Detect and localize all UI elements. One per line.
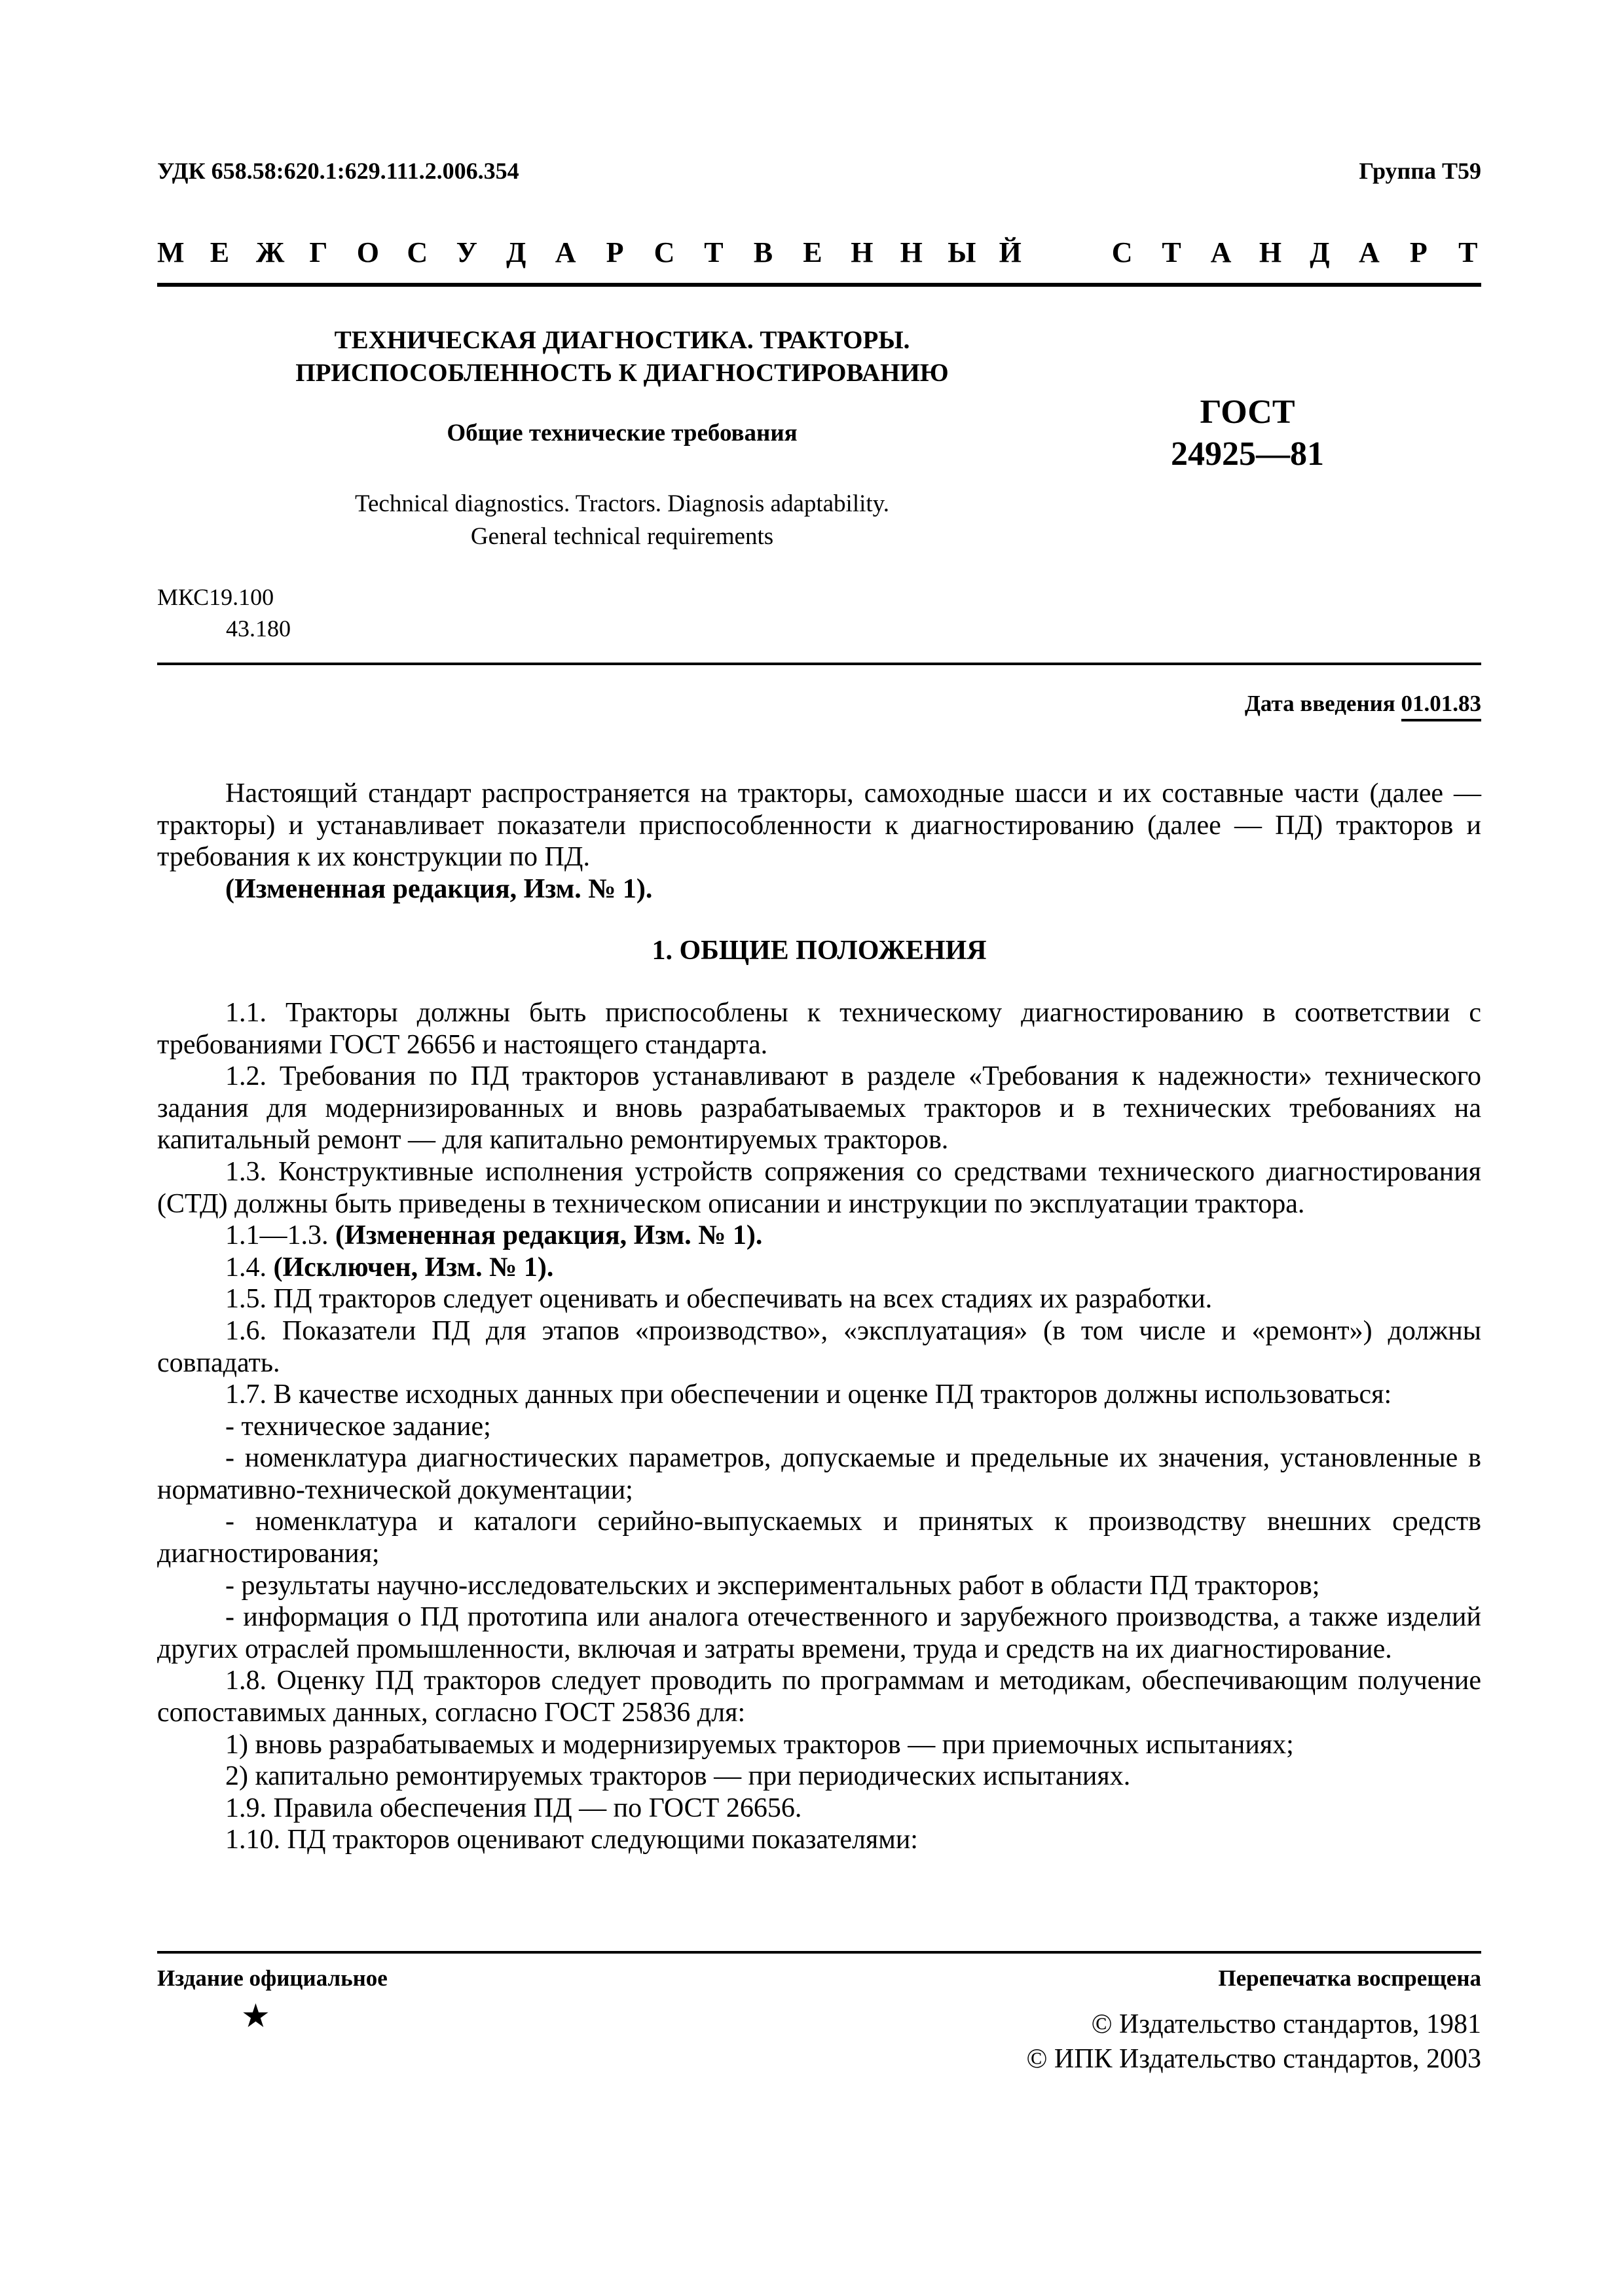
banner-letter: Ж: [255, 236, 285, 268]
document-subtitle: Общие технические требования: [447, 420, 798, 446]
banner-letter: С: [1111, 236, 1133, 268]
official-edition: Издание официальное: [157, 1965, 388, 1991]
copyright-line-1: © Издательство стандартов, 1981: [1091, 2009, 1481, 2039]
section-heading: 1. ОБЩИЕ ПОЛОЖЕНИЯ: [652, 936, 987, 966]
banner-letter: Е: [210, 236, 230, 268]
banner-letter: Т: [704, 236, 724, 268]
clause-1-7: 1.7. В качестве исходных данных при обеспечении и оценке ПД тракторов должны использоваться:: [225, 1379, 1392, 1410]
clause-1-1-1-3: [157, 1220, 1481, 1252]
reprint-prohibited: Перепечатка воспрещена: [1218, 1965, 1481, 1991]
english-title-line-1: Technical diagnostics. Tractors. Diagnosis adaptability.: [354, 490, 890, 517]
banner-letter: Т: [1458, 236, 1478, 268]
list-item: - номенклатура диагностических параметров, допускаемые и предельные их значения, установленные в нормативно-технической документации;: [157, 1443, 1481, 1505]
effective-date-value: 01.01.83: [1401, 691, 1482, 721]
banner-letter: Ы: [948, 236, 976, 268]
banner-letter: Г: [309, 236, 328, 268]
banner-letter: Р: [1409, 236, 1428, 268]
banner-letter: Н: [1259, 236, 1282, 268]
copyright-notice: [786, 2007, 1481, 2077]
udk-code: УДК 658.58:620.1:629.111.2.006.354: [157, 158, 519, 184]
mks-codes: [157, 581, 291, 644]
list-item: - результаты научно-исследовательских и экспериментальных работ в области ПД тракторов;: [225, 1570, 1320, 1601]
clause-1-5: 1.5. ПД тракторов следует оценивать и обеспечивать на всех стадиях их разработки.: [225, 1284, 1213, 1315]
english-title: [157, 488, 1087, 553]
banner-letter: О: [356, 236, 379, 268]
clause-1-10: 1.10. ПД тракторов оценивают следующими показателями:: [225, 1825, 918, 1855]
clause-1-6: 1.6. Показатели ПД для этапов «производство», «эксплуатация» (в том числе и «ремонт») должны совпадать.: [157, 1315, 1481, 1378]
footer-divider: [157, 1951, 1481, 1954]
banner-letter: У: [456, 236, 477, 268]
banner-letter: В: [753, 236, 773, 268]
banner-letter: Н: [851, 236, 874, 268]
english-title-line-2: General technical requirements: [470, 523, 774, 550]
title-line-1: ТЕХНИЧЕСКАЯ ДИАГНОСТИКА. ТРАКТОРЫ.: [334, 326, 910, 354]
title-line-2: ПРИСПОСОБЛЕННОСТЬ К ДИАГНОСТИРОВАНИЮ: [295, 359, 949, 387]
document-body: [157, 778, 1481, 1856]
mks-code-1: МКС19.100: [157, 584, 274, 610]
banner-letter: Н: [900, 236, 923, 268]
clause-1-1: 1.1. Тракторы должны быть приспособлены к техническому диагностированию в соответствии с требованиями ГОСТ 26656 и настоящего стандарта.: [157, 997, 1481, 1060]
clause-number: 1.4.: [225, 1252, 274, 1283]
clause-1-3: 1.3. Конструктивные исполнения устройств сопряжения со средствами технического диагностирования (СТД) должны быть приведены в техническом описании и инструкции по эксплуатации трактора.: [157, 1156, 1481, 1219]
banner-letter: С: [654, 236, 675, 268]
amendment-note: (Измененная редакция, Изм. № 1).: [335, 1220, 763, 1251]
intro-amendment: (Измененная редакция, Изм. № 1).: [225, 873, 653, 904]
gost-designation: [1107, 392, 1388, 475]
list-item: 1) вновь разрабатываемых и модернизируемых тракторов — при приемочных испытаниях;: [225, 1729, 1294, 1760]
banner-letter: Й: [999, 236, 1022, 268]
star-icon: ★: [241, 1997, 270, 2034]
intro-paragraph: Настоящий стандарт распространяется на тракторы, самоходные шасси и их составные части (далее — тракторы) и устанавливает показатели приспособленности к диагностированию (далее — ПД) тракторов и требования к их конструкции по ПД.: [157, 778, 1481, 873]
header-divider: [157, 283, 1481, 287]
mks-code-2: 43.180: [226, 615, 291, 642]
banner-letter: А: [1358, 236, 1380, 268]
exclusion-note: (Исключен, Изм. № 1).: [273, 1252, 554, 1283]
document-title: [157, 324, 1087, 390]
standard-banner: [157, 232, 1481, 272]
banner-letter: Т: [1162, 236, 1181, 268]
banner-letter: Е: [803, 236, 822, 268]
banner-letter: Р: [606, 236, 624, 268]
title-divider: [157, 663, 1481, 665]
banner-letter: М: [157, 236, 185, 268]
clause-1-4: [157, 1252, 1481, 1284]
clause-number: 1.1—1.3.: [225, 1220, 335, 1251]
gost-number: 24925—81: [1171, 435, 1324, 473]
banner-letter: Д: [1310, 236, 1330, 268]
banner-letter: А: [1210, 236, 1232, 268]
clause-1-2: 1.2. Требования по ПД тракторов устанавливают в разделе «Требования к надежности» технического задания для модернизированных и вновь разрабатываемых тракторов и в технических требованиях на капитальный ремонт — для капитально ремонтируемых тракторов.: [157, 1061, 1481, 1156]
list-item: 2) капитально ремонтируемых тракторов — при периодических испытаниях.: [225, 1761, 1131, 1792]
list-item: - техническое задание;: [225, 1411, 491, 1442]
banner-letter: С: [407, 236, 428, 268]
banner-letter: Д: [506, 236, 526, 268]
banner-letter: А: [555, 236, 576, 268]
effective-date-label: Дата введения: [1244, 691, 1401, 716]
copyright-line-2: © ИПК Издательство стандартов, 2003: [1026, 2044, 1481, 2074]
list-item: - информация о ПД прототипа или аналога отечественного и зарубежного производства, а также изделий других отраслей промышленности, включая и затраты времени, труда и средств на их диагностирование.: [157, 1602, 1481, 1664]
clause-1-9: 1.9. Правила обеспечения ПД — по ГОСТ 26656.: [225, 1793, 802, 1823]
effective-date: [982, 691, 1481, 717]
list-item: - номенклатура и каталоги серийно-выпускаемых и принятых к производству внешних средств диагностирования;: [157, 1506, 1481, 1569]
gost-label: ГОСТ: [1200, 393, 1295, 431]
clause-1-8: 1.8. Оценку ПД тракторов следует проводить по программам и методикам, обеспечивающим получение сопоставимых данных, согласно ГОСТ 25836 для:: [157, 1666, 1481, 1728]
group-code: Группа Т59: [1359, 158, 1481, 184]
